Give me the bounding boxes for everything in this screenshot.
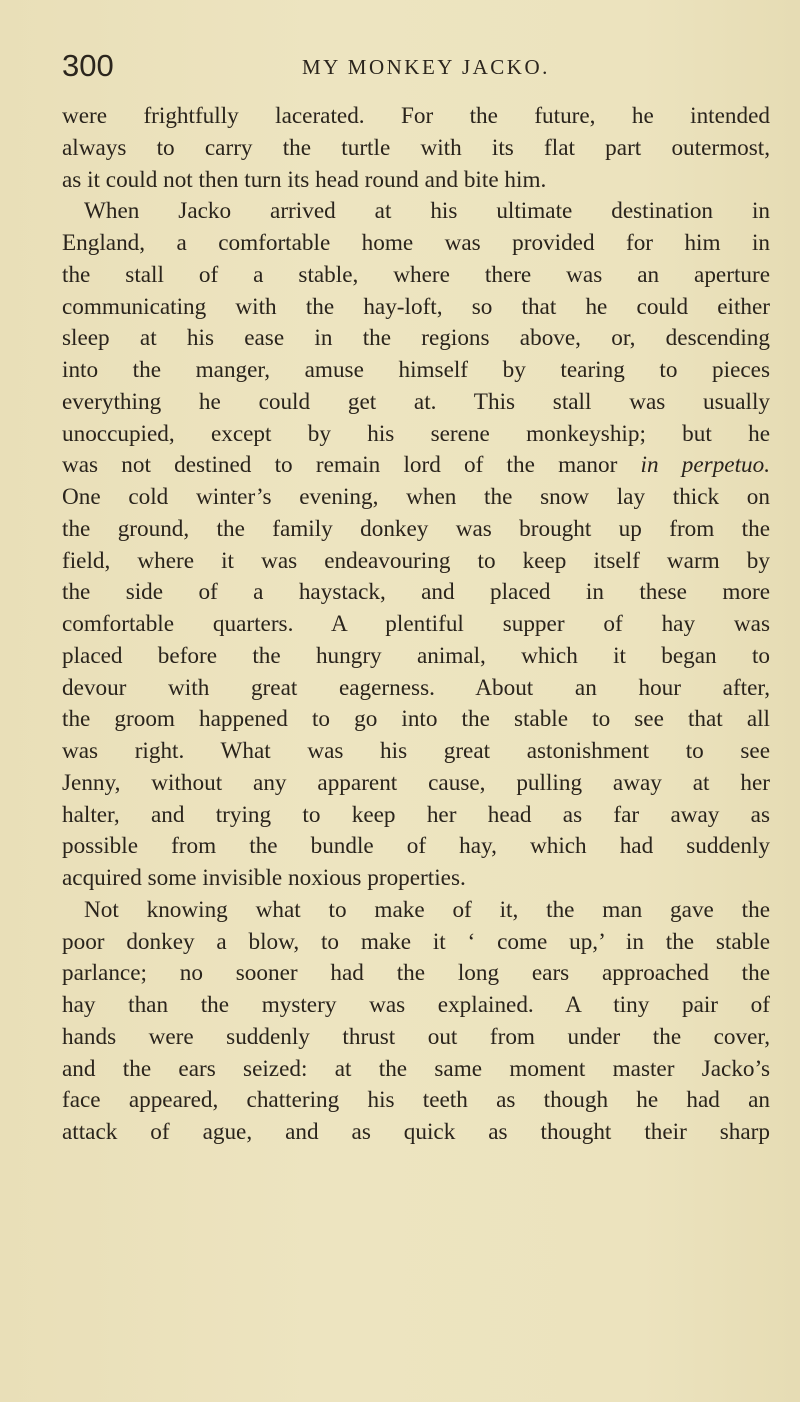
body-text — [62, 101, 770, 1149]
text-line: devour with great eagerness. About an hour after, — [62, 674, 770, 701]
text-line: parlance; no sooner had the long ears approached the — [62, 960, 770, 987]
text-line: unoccupied, except by his serene monkeyship; but he — [62, 420, 770, 447]
text-line: comfortable quarters. A plentiful supper of hay was — [62, 611, 770, 637]
paragraph-start-line: When Jacko arrived at his ultimate destination in — [84, 198, 770, 225]
text-line: always to carry the turtle with its flat part outermost, — [62, 134, 770, 161]
text-line: the groom happened to go into the stable to see that all — [62, 706, 770, 733]
text-line: placed before the hungry animal, which it began to — [62, 642, 770, 669]
text-line: was right. What was his great astonishment to see — [62, 738, 770, 764]
text-line: poor donkey a blow, to make it ‘ come up,’ in the stable — [62, 928, 770, 955]
text-line: communicating with the hay-loft, so that he could either — [62, 293, 770, 320]
text-line: sleep at his ease in the regions above, or, descending — [62, 325, 770, 352]
text-line: everything he could get at. This stall was usually — [62, 388, 770, 415]
text-line: hands were suddenly thrust out from under the cover, — [62, 1023, 770, 1050]
text-line: attack of ague, and as quick as thought their sharp — [62, 1119, 770, 1145]
running-title: MY MONKEY JACKO. — [302, 55, 550, 79]
text-line: Jenny, without any apparent cause, pulling away at her — [62, 769, 770, 796]
text-line: face appeared, chattering his teeth as though he had an — [62, 1087, 770, 1114]
text-line: halter, and trying to keep her head as far away as — [62, 801, 770, 828]
text-line: were frightfully lacerated. For the future, he intended — [62, 103, 770, 129]
text-line: acquired some invisible noxious properties. — [62, 865, 466, 891]
text-line: the ground, the family donkey was brought up from the — [62, 515, 770, 542]
text-line: the stall of a stable, where there was an aperture — [62, 261, 770, 288]
text-line: field, where it was endeavouring to keep itself warm by — [62, 547, 770, 574]
paragraph-start-line: Not knowing what to make of it, the man gave the — [84, 896, 770, 923]
text-line: England, a comfortable home was provided for him in — [62, 230, 770, 256]
text-line: possible from the bundle of hay, which had suddenly — [62, 833, 770, 860]
text-segment: was not destined to remain lord of the manor — [62, 452, 618, 479]
text-line: into the manger, amuse himself by tearing to pieces — [62, 357, 770, 383]
text-line: hay than the mystery was explained. A tiny pair of — [62, 992, 770, 1018]
text-line: the side of a haystack, and placed in these more — [62, 579, 770, 606]
page-number: 300 — [62, 48, 114, 83]
text-line: as it could not then turn its head round and bite him. — [62, 166, 547, 193]
text-line: and the ears seized: at the same moment master Jacko’s — [62, 1055, 770, 1082]
italic-phrase: in perpetuo. — [640, 452, 771, 479]
text-line-with-italic — [62, 450, 770, 482]
text-line: One cold winter’s evening, when the snow lay thick on — [62, 484, 770, 510]
page-header — [62, 48, 762, 88]
